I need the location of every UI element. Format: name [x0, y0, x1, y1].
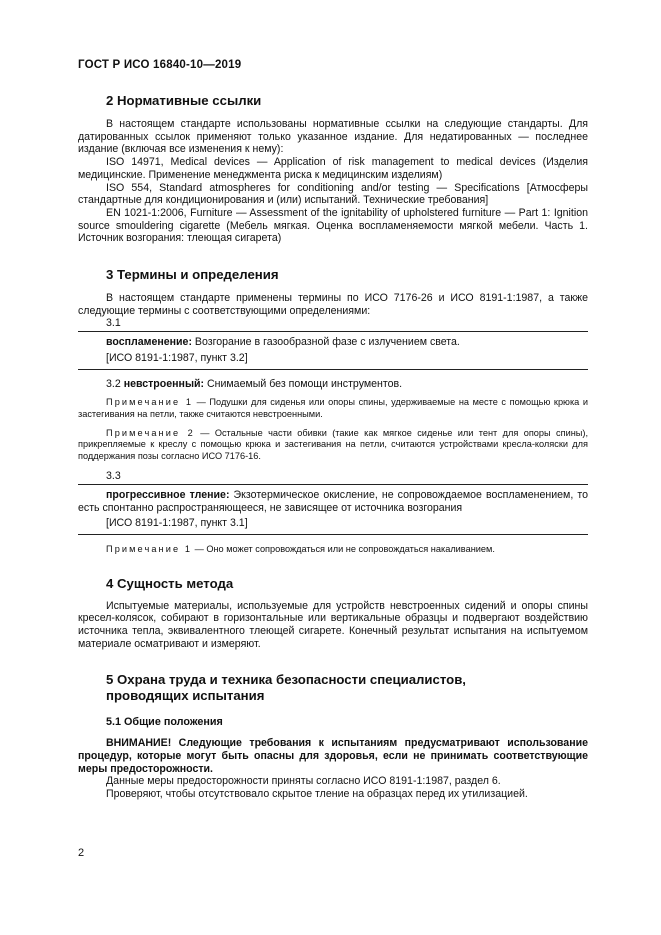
standard-header: ГОСТ Р ИСО 16840-10—2019	[78, 59, 242, 71]
term-3-1-def: Возгорание в газообразной фазе с излучением света.	[191, 336, 460, 349]
term-3-1-number: 3.1	[106, 317, 121, 330]
safety-warning: ВНИМАНИЕ! Следующие требования к испытаниям предусматривают использование процедур, которые могут быть опасны для здоровья, если не принимать соответствующие меры предосторожности.	[78, 737, 588, 775]
note-text: — Подушки для сиденья или опоры спины, удерживаемые на месте с помощью крюка и застегивания на петли, также считаются невстроенными.	[78, 397, 588, 419]
note-label: Примечание 1	[106, 397, 194, 408]
term-3-3-definition	[78, 489, 588, 514]
term-3-3-note-1	[78, 544, 588, 555]
note-text: — Оно может сопровождаться или не сопровождаться накаливанием.	[192, 544, 495, 555]
note-label: Примечание 1	[106, 544, 193, 555]
note-text: — Остальные части обивки (такие как мягкое сиденье или тент для опоры спины), прикрепляемые к креслу с помощью крюка и застегивания на петли, считаются устройствами кресла-коляски для поддержания позы согласно ИСО 7176-16.	[78, 428, 588, 461]
reference-en-1021: EN 1021-1:2006, Furniture — Assessment of the ignitability of upholstered furniture — Part 1: Ignition source smouldering cigarette (Мебель мягкая. Оценка воспламеняемости мягкой мебели. Часть 1. Источник возгорания: тлеющая сигарета)	[78, 206, 588, 245]
term-3-3-def: Экзотермическое окисление, не сопровождаемое воспламенением, то есть спонтанно распространяющееся, не зависящее от источника возгорания	[78, 488, 588, 514]
term-3-1-box	[78, 331, 588, 369]
section-5-1-title: 5.1 Общие положения	[106, 716, 223, 729]
term-3-2-term: невстроенный:	[123, 377, 205, 390]
section-5-title	[106, 672, 588, 704]
term-3-1-source: [ИСО 8191-1:1987, пункт 3.2]	[106, 351, 248, 364]
term-3-2-note-2	[78, 428, 588, 462]
page-number: 2	[78, 847, 85, 859]
term-3-2-note-1	[78, 397, 588, 420]
section-5-1-paragraph-2: Проверяют, чтобы отсутствовало скрытое тление на образцах перед их утилизацией.	[106, 788, 528, 801]
term-3-3-term: прогрессивное тление:	[106, 488, 230, 501]
section-4-text: Испытуемые материалы, используемые для устройств невстроенных сидений и опоры спины кресел-колясок, собирают в горизонтальные или вертикальные образцы и подвергают воздействию источника тепла, эквивалентного тлеющей сигарете. Конечный результат испытания на испытуемом материале осматривают и измеряют.	[78, 599, 588, 650]
section-4-title: 4 Сущность метода	[106, 575, 234, 591]
section-3-title: 3 Термины и определения	[106, 267, 279, 283]
term-3-2-number: 3.2	[106, 377, 121, 390]
document-body	[78, 93, 588, 801]
section-5-title-line-2: проводящих испытания	[106, 688, 265, 704]
reference-iso-554: ISO 554, Standard atmospheres for conditioning and/or testing — Specifications [Атмосферы стандартные для кондиционирования и (или) испытаний. Технические требования]	[78, 181, 588, 207]
section-3-intro: В настоящем стандарте применены термины по ИСО 7176-26 и ИСО 8191-1:1987, а также следующие термины с соответствующими определениями:	[78, 292, 588, 317]
term-3-2-definition	[78, 378, 588, 391]
section-5-title-line-1: 5 Охрана труда и техника безопасности специалистов,	[106, 672, 466, 688]
term-3-2-def: Снимаемый без помощи инструментов.	[204, 377, 403, 390]
note-label: Примечание 2	[106, 428, 195, 439]
section-2-title: 2 Нормативные ссылки	[106, 93, 262, 108]
term-3-1-term: воспламенение:	[106, 336, 192, 349]
term-3-3-number: 3.3	[106, 470, 121, 483]
term-3-3-box	[78, 484, 588, 535]
term-3-1-definition	[78, 336, 588, 349]
term-3-3-source: [ИСО 8191-1:1987, пункт 3.1]	[106, 517, 248, 530]
section-2-intro: В настоящем стандарте использованы нормативные ссылки на следующие стандарты. Для датированных ссылок применяют только указанное издание. Для недатированных — последнее издание (включая все изменения к нему):	[78, 118, 588, 156]
reference-iso-14971: ISO 14971, Medical devices — Application of risk management to medical devices (Изделия медицинские. Применение менеджмента риска к медицинским изделиям)	[78, 156, 588, 181]
section-5-1-paragraph-1: Данные меры предосторожности приняты согласно ИСО 8191-1:1987, раздел 6.	[106, 775, 501, 788]
